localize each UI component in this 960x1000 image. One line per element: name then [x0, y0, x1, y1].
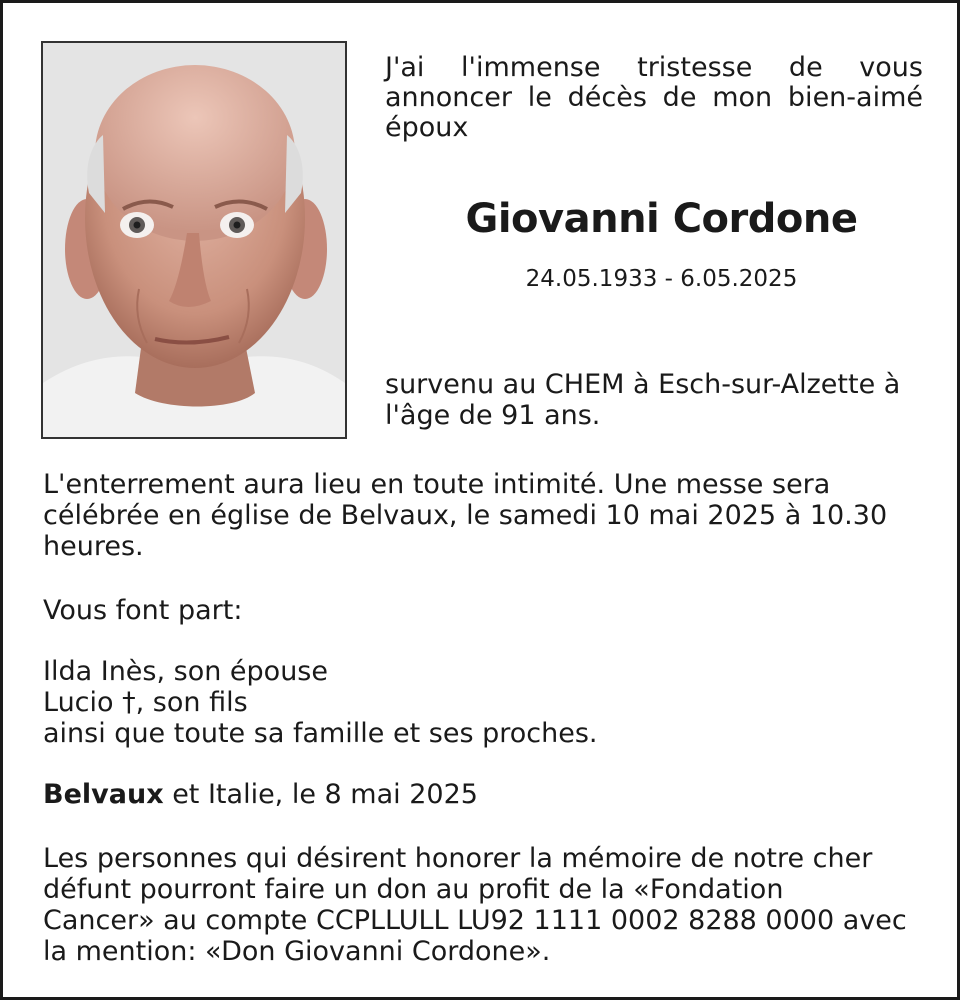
portrait-photo [41, 41, 347, 439]
death-details: survenu au CHEM à Esch-sur-Alzette à l'âge de 91 ans. [385, 369, 901, 431]
life-dates: 24.05.1933 - 6.05.2025 [525, 266, 798, 292]
funeral-paragraph [43, 469, 923, 562]
announcers-heading: Vous font part: [43, 595, 243, 626]
intro-text: J'ai l'immense tristesse de vous annoncer le décès de mon bien-aimé époux [385, 52, 923, 143]
announcers-list [43, 656, 923, 749]
donation-paragraph [43, 843, 923, 967]
place-name: Belvaux [43, 779, 164, 810]
funeral-line: célébrée en église de Belvaux, le samedi 10 mai 2025 à 10.30 [43, 500, 888, 531]
donation-line: la mention: «Don Giovanni Cordone». [43, 936, 551, 967]
donation-line: défunt pourront faire un don au profit de la «Fondation [43, 874, 784, 905]
funeral-line: heures. [43, 531, 144, 562]
announcer-line: Ilda Inès, son épouse [43, 656, 328, 687]
place-date-rest: et Italie, le 8 mai 2025 [163, 779, 478, 810]
donation-line: Cancer» au compte CCPLLULL LU92 1111 0002 8288 0000 avec [43, 905, 907, 936]
announcer-line: Lucio †, son fils [43, 687, 248, 718]
announcer-line: ainsi que toute sa famille et ses proches. [43, 718, 598, 749]
funeral-line: L'enterrement aura lieu en toute intimité. Une messe sera [43, 469, 831, 500]
donation-line: Les personnes qui désirent honorer la mémoire de notre cher [43, 843, 873, 874]
place-and-date [43, 779, 923, 810]
deceased-name: Giovanni Cordone [465, 196, 858, 242]
